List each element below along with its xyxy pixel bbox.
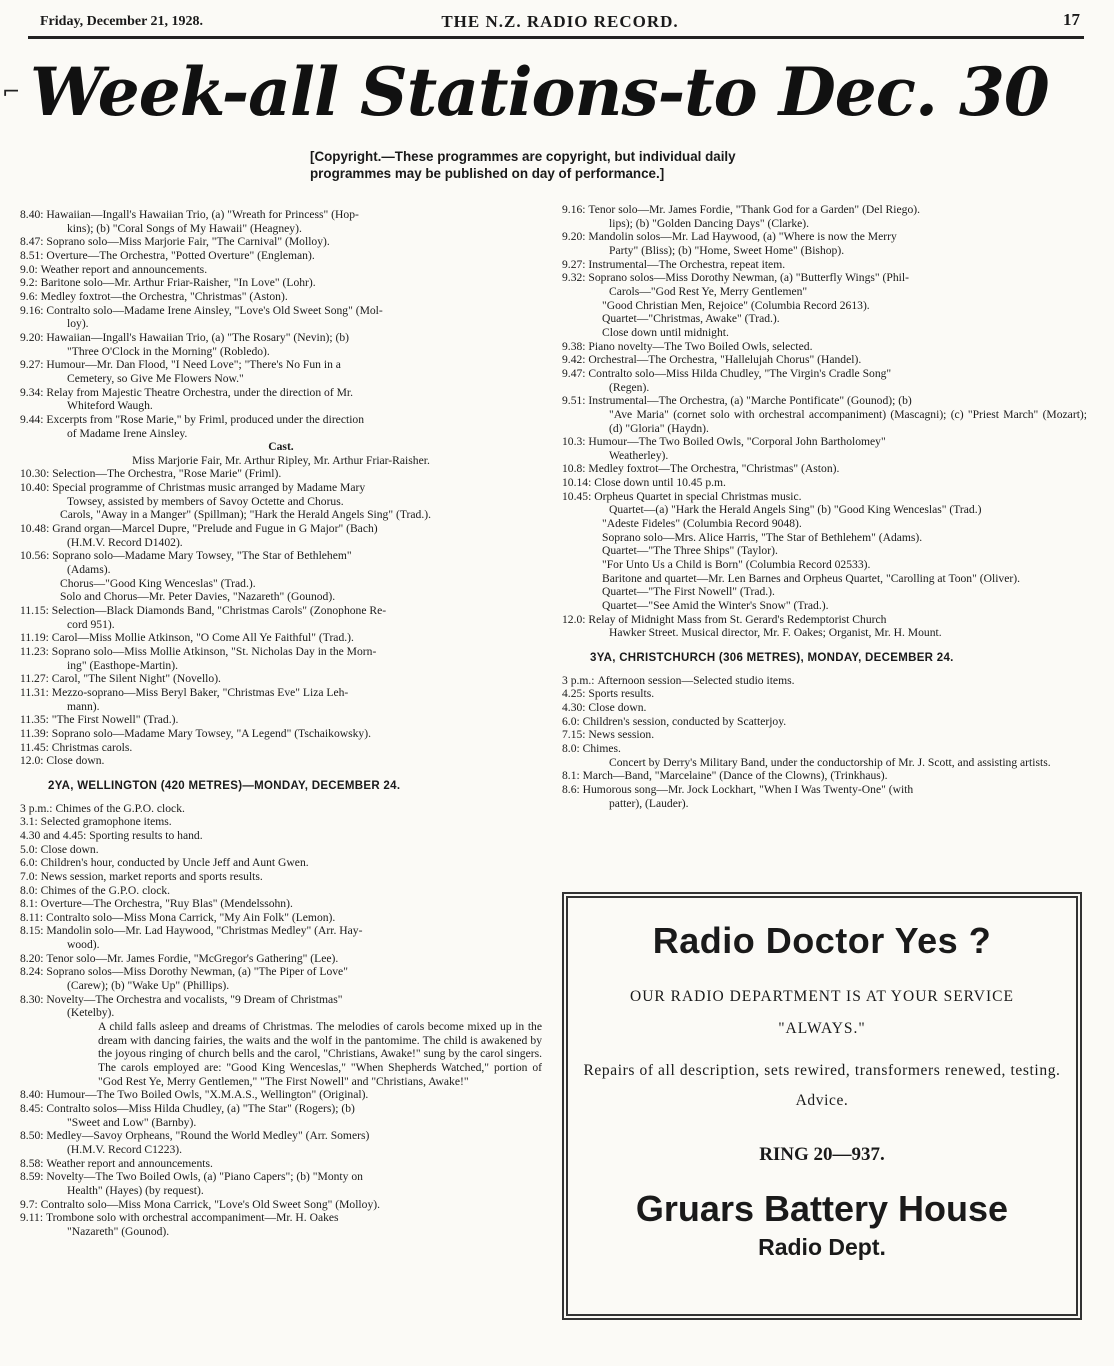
entry-text: Humour—The Two Boiled Owls, "X.M.A.S., Wellington" (Original). xyxy=(46,1088,369,1102)
entry-text: Selected gramophone items. xyxy=(40,815,172,829)
entry-time: 9.16: xyxy=(562,203,589,216)
entry-continuation: Cemetery, so Give Me Flowers Now." xyxy=(67,371,244,385)
headline: Week-all Stations-to Dec. 30 xyxy=(30,53,1049,131)
entry-time: 11.45: xyxy=(20,740,52,754)
program-entry xyxy=(20,686,542,700)
program-entry xyxy=(562,462,1087,476)
entry-continuation: mann). xyxy=(67,699,100,713)
section-heading-3ya: 3YA, CHRISTCHURCH (306 METRES), MONDAY, DECEMBER 24. xyxy=(590,652,954,664)
program-entry xyxy=(20,843,542,857)
entry-continuation: (Regen). xyxy=(609,380,650,394)
entry-time: 10.56: xyxy=(20,549,53,563)
program-entry xyxy=(562,687,1087,701)
program-entry xyxy=(20,235,542,249)
entry-continuation: Close down until midnight. xyxy=(602,325,729,339)
program-entry xyxy=(562,742,1087,756)
program-entry xyxy=(20,290,542,304)
program-list-2ya-part2 xyxy=(20,1088,542,1238)
entry-continuation: Quartet—"The First Nowell" (Trad.). xyxy=(602,585,775,599)
entry-time: 6.0: xyxy=(562,714,583,728)
entry-continuation: lips); (b) "Golden Dancing Days" (Clarke). xyxy=(609,216,810,230)
program-list-2ya-part3 xyxy=(562,203,1087,640)
entry-time: 8.51: xyxy=(20,248,47,262)
entry-text: Mezzo-soprano—Miss Beryl Baker, "Christmas Eve" Liza Leh- xyxy=(51,685,349,699)
entry-continuation: Whiteford Waugh. xyxy=(67,399,153,413)
left-column xyxy=(20,208,542,1239)
entry-time: 9.27: xyxy=(562,257,589,271)
entry-text: Contralto solos—Miss Hilda Chudley, (a) "The Star" (Rogers); (b) xyxy=(46,1102,355,1115)
entry-text: Close down. xyxy=(588,700,647,714)
entry-continuation: Chorus—"Good King Wenceslas" (Trad.). xyxy=(60,576,256,590)
entry-text: Chimes of the G.P.O. clock. xyxy=(40,883,171,897)
program-entry xyxy=(20,713,542,727)
entry-text: Novelty—The Two Boiled Owls, (a) "Piano Capers"; (b) "Monty on xyxy=(46,1170,363,1184)
entry-time: 4.30 and 4.45: xyxy=(20,828,90,842)
entry-time: 9.20: xyxy=(20,330,47,344)
entry-time: 10.8: xyxy=(562,462,589,476)
program-entry xyxy=(20,965,542,979)
program-entry xyxy=(562,258,1087,272)
entry-text: Christmas carols. xyxy=(51,740,133,754)
entry-text: Afternoon session—Selected studio items. xyxy=(597,673,795,687)
program-entry xyxy=(20,413,542,427)
program-entry xyxy=(20,1102,542,1116)
program-entry xyxy=(20,897,542,911)
entry-time: 4.30: xyxy=(562,700,589,714)
entry-text: Novelty—The Orchestra and vocalists, "9 Dream of Christmas" xyxy=(46,992,343,1006)
program-entry xyxy=(20,604,542,618)
entry-text: Humour—The Two Boiled Owls, "Corporal John Bartholomey" xyxy=(588,435,886,449)
program-entry xyxy=(20,870,542,884)
entry-time: 11.39: xyxy=(20,726,52,740)
program-entry xyxy=(20,549,542,563)
entry-text: Contralto solo—Miss Mona Carrick, "My Ain Folk" (Lemon). xyxy=(45,910,336,924)
program-entry xyxy=(562,674,1087,688)
entry-continuation: patter), (Lauder). xyxy=(609,796,689,810)
program-entry xyxy=(562,203,1087,217)
entry-text: Carol—Miss Mollie Atkinson, "O Come All Ye Faithful" (Trad.). xyxy=(51,631,354,645)
program-entry xyxy=(20,304,542,318)
entry-time: 7.0: xyxy=(20,869,41,883)
entry-time: 8.15: xyxy=(20,924,47,938)
entry-time: 10.3: xyxy=(562,435,589,449)
program-entry xyxy=(20,993,542,1007)
entry-time: 9.51: xyxy=(562,394,589,408)
entry-time: 9.32: xyxy=(562,271,589,285)
entry-text: Close down until 10.45 p.m. xyxy=(594,476,726,490)
entry-time: 9.16: xyxy=(20,303,47,317)
entry-time: 11.19: xyxy=(20,631,52,645)
ad-department: Radio Dept. xyxy=(758,1234,886,1260)
entry-text: March—Band, "Marcelaine" (Dance of the Clowns), (Trinkhaus). xyxy=(582,769,888,783)
program-entry xyxy=(20,1088,542,1102)
entry-continuation: Solo and Chorus—Mr. Peter Davies, "Nazareth" (Gounod). xyxy=(60,590,336,604)
entry-time: 8.11: xyxy=(20,910,46,924)
entry-text: Orchestral—The Orchestra, "Hallelujah Chorus" (Handel). xyxy=(588,353,862,367)
entry-time: 10.14: xyxy=(562,476,595,490)
entry-time: 8.45: xyxy=(20,1102,47,1115)
program-list-2ya-part1 xyxy=(20,802,542,1021)
entry-continuation: Quartet—"Christmas, Awake" (Trad.). xyxy=(602,312,780,326)
entry-time: 8.30: xyxy=(20,992,47,1006)
program-entry xyxy=(20,386,542,400)
program-entry xyxy=(562,367,1087,381)
program-entry xyxy=(20,263,542,277)
entry-text: Soprano solos—Miss Dorothy Newman, (a) "Butterfly Wings" (Phil- xyxy=(588,271,909,285)
program-entry xyxy=(20,884,542,898)
entry-time: 11.23: xyxy=(20,645,52,658)
program-entry xyxy=(20,1170,542,1184)
entry-time: 8.40: xyxy=(20,1088,47,1102)
entry-time: 8.1: xyxy=(562,769,583,783)
cast-heading: Cast. xyxy=(268,440,294,454)
entry-continuation: Party" (Bliss); (b) "Home, Sweet Home" (Bishop). xyxy=(609,243,845,257)
program-entry xyxy=(20,741,542,755)
program-entry xyxy=(562,613,1087,627)
entry-time: 3 p.m.: xyxy=(20,801,56,815)
entry-continuation: Quartet—"The Three Ships" (Taylor). xyxy=(602,544,778,558)
entry-time: 8.47: xyxy=(20,235,47,249)
entry-text: Tenor solo—Mr. James Fordie, "Thank God for a Garden" (Del Riego). xyxy=(588,203,921,216)
entry-time: 8.0: xyxy=(20,883,41,897)
ad-title: Radio Doctor Yes ? xyxy=(652,920,992,961)
entry-text: Special programme of Christmas music arranged by Madame Mary xyxy=(52,481,366,495)
entry-time: 9.20: xyxy=(562,230,589,244)
ad-shop-name: Gruars Battery House xyxy=(635,1188,1009,1229)
program-entry xyxy=(562,353,1087,367)
entry-continuation: "Nazareth" (Gounod). xyxy=(67,1224,170,1238)
entry-text: Contralto solo—Miss Mona Carrick, "Love's Old Sweet Song" (Molloy). xyxy=(40,1197,381,1211)
entry-continuation: Towsey, assisted by members of Savoy Octette and Chorus. xyxy=(67,494,344,508)
page-header xyxy=(40,8,1080,34)
entry-time: 3.1: xyxy=(20,815,41,829)
entry-time: 7.15: xyxy=(562,728,589,742)
entry-text: Sporting results to hand. xyxy=(89,828,203,842)
program-entry xyxy=(20,1198,542,1212)
entry-time: 9.6: xyxy=(20,289,41,303)
entry-time: 6.0: xyxy=(20,856,41,870)
program-entry xyxy=(562,715,1087,729)
entry-continuation: (Carew); (b) "Wake Up" (Phillips). xyxy=(67,979,230,993)
entry-text: News session. xyxy=(588,728,655,742)
program-entry xyxy=(20,829,542,843)
entry-continuation: Quartet—"See Amid the Winter's Snow" (Trad.). xyxy=(602,599,829,613)
issue-date: Friday, December 21, 1928. xyxy=(40,14,204,29)
entry-text: Sports results. xyxy=(588,687,655,701)
entry-text: Chimes of the G.P.O. clock. xyxy=(55,801,185,815)
entry-continuation: Baritone and quartet—Mr. Len Barnes and Orpheus Quartet, "Carolling at Toon" (Oliver). xyxy=(602,571,1020,585)
program-entry xyxy=(562,701,1087,715)
program-entry xyxy=(20,1129,542,1143)
entry-text: Hawaiian—Ingall's Hawaiian Trio, (a) "The Rosary" (Nevin); (b) xyxy=(46,330,350,344)
entry-text: Weather report and announcements. xyxy=(46,1156,213,1170)
entry-continuation: "For Unto Us a Child is Born" (Columbia Record 02533). xyxy=(602,558,871,572)
program-entry xyxy=(20,1157,542,1171)
entry-text: Excerpts from "Rose Marie," by Friml, produced under the direction xyxy=(46,412,365,426)
entry-text: Orpheus Quartet in special Christmas music. xyxy=(594,489,802,503)
entry-text: Children's session, conducted by Scatterjoy. xyxy=(582,714,787,728)
program-entry xyxy=(20,645,542,659)
entry-continuation: of Madame Irene Ainsley. xyxy=(67,426,188,440)
entry-time: 9.42: xyxy=(562,353,589,367)
program-entry xyxy=(20,754,542,768)
entry-time: 9.47: xyxy=(562,366,589,380)
header-rule xyxy=(28,36,1084,39)
ad-repairs-text: Repairs of all description, sets rewired, transformers renewed, testing. Advice. xyxy=(583,1062,1061,1109)
program-entry xyxy=(20,467,542,481)
entry-continuation: kins); (b) "Coral Songs of My Hawaii" (Heagney). xyxy=(67,221,302,235)
entry-text: Contralto solo—Miss Hilda Chudley, "The Virgin's Cradle Song" xyxy=(588,366,892,380)
entry-continuation: "Ave Maria" (cornet solo with orchestral accompaniment) (Mascagni); (c) "Priest March" (Mozart); (d) "Gloria" (Haydn). xyxy=(609,407,1087,435)
entry-text: Soprano solos—Miss Dorothy Newman, (a) "The Piper of Love" xyxy=(46,965,348,979)
entry-time: 9.11: xyxy=(20,1211,46,1225)
entry-text: Medley foxtrot—The Orchestra, "Christmas" (Aston). xyxy=(588,462,840,476)
program-entry xyxy=(20,924,542,938)
entry-continuation: loy). xyxy=(67,317,89,331)
entry-continuation: "Three O'Clock in the Morning" (Robledo). xyxy=(67,344,270,358)
entry-time: 9.27: xyxy=(20,358,47,372)
program-entry xyxy=(20,631,542,645)
right-column xyxy=(562,203,1087,810)
entry-time: 9.44: xyxy=(20,412,47,426)
program-entry xyxy=(562,394,1087,408)
entry-text: Close down. xyxy=(40,842,99,856)
cast-names: Miss Marjorie Fair, Mr. Arthur Ripley, Mr. Arthur Friar-Raisher. xyxy=(132,453,430,467)
margin-mark: ⌐ xyxy=(2,80,21,105)
entry-time: 9.0: xyxy=(20,262,41,276)
entry-time: 9.7: xyxy=(20,1197,41,1211)
entry-text: Overture—The Orchestra, "Potted Overture" (Engleman). xyxy=(46,248,315,262)
entry-time: 12.0: xyxy=(562,612,589,626)
entry-text: Mandolin solo—Mr. Lad Haywood, "Christmas Medley" (Arr. Hay- xyxy=(46,924,363,938)
entry-text: News session, market reports and sports results. xyxy=(40,869,263,883)
copyright-notice: [Copyright.—These programmes are copyright, but individual daily programmes may be published on day of performance.] xyxy=(310,149,736,181)
program-entry xyxy=(20,481,542,495)
program-entry xyxy=(20,911,542,925)
entry-continuation: (H.M.V. Record D1402). xyxy=(67,535,183,549)
entry-time: 10.48: xyxy=(20,522,53,536)
page-number: 17 xyxy=(1063,10,1080,29)
entry-time: 12.0: xyxy=(20,754,47,768)
entry-text: Trombone solo with orchestral accompaniment—Mr. H. Oakes xyxy=(45,1211,339,1225)
publication-name: THE N.Z. RADIO RECORD. xyxy=(441,12,679,31)
advertisement-box xyxy=(562,892,1082,1320)
program-entry xyxy=(562,490,1087,504)
entry-time: 11.35: xyxy=(20,713,52,727)
entry-time: 9.34: xyxy=(20,385,47,399)
entry-continuation: Hawker Street. Musical director, Mr. F. Oakes; Organist, Mr. H. Mount. xyxy=(609,626,942,640)
program-list-3ya xyxy=(562,674,1087,811)
entry-text: Soprano solo—Madame Mary Towsey, "The Star of Bethlehem" xyxy=(52,549,352,563)
program-entry xyxy=(20,358,542,372)
entry-continuation: "Adeste Fideles" (Columbia Record 9048). xyxy=(602,517,802,531)
entry-time: 9.38: xyxy=(562,339,589,353)
program-entry xyxy=(562,271,1087,285)
entry-text: Piano novelty—The Two Boiled Owls, selected. xyxy=(588,339,813,353)
program-entry xyxy=(20,1211,542,1225)
entry-continuation: Carols—"God Rest Ye, Merry Gentlemen" xyxy=(609,284,808,298)
program-entry xyxy=(20,522,542,536)
entry-time: 8.6: xyxy=(562,782,583,796)
entry-text: Instrumental—The Orchestra, (a) "Marche Pontificate" (Gounod); (b) xyxy=(588,394,912,408)
program-entry xyxy=(20,208,542,222)
entry-text: Humorous song—Mr. Jock Lockhart, "When I Was Twenty-One" (with xyxy=(582,782,914,796)
entry-time: 8.1: xyxy=(20,897,41,911)
entry-text: Medley—Savoy Orpheans, "Round the World Medley" (Arr. Somers) xyxy=(46,1129,370,1143)
entry-text: Mandolin solos—Mr. Lad Haywood, (a) "Where is now the Merry xyxy=(588,230,897,244)
entry-text: Humour—Mr. Dan Flood, "I Need Love"; "There's No Fun in a xyxy=(46,358,341,372)
entry-text: Carol, "The Silent Night" (Novello). xyxy=(51,672,221,686)
program-entry xyxy=(562,728,1087,742)
entry-continuation: Carols, "Away in a Manger" (Spillman); "Hark the Herald Angels Sing" (Trad.). xyxy=(60,508,431,522)
entry-text: Soprano solo—Miss Marjorie Fair, "The Carnival" (Molloy). xyxy=(46,235,330,249)
entry-continuation: ing" (Easthope-Martin). xyxy=(67,658,178,672)
entry-time: 10.30: xyxy=(20,467,53,481)
entry-time: 11.15: xyxy=(20,604,52,618)
entry-time: 10.40: xyxy=(20,481,53,495)
ad-always: "ALWAYS." xyxy=(778,1020,866,1037)
entry-text: Relay from Majestic Theatre Orchestra, under the direction of Mr. xyxy=(46,385,354,399)
program-entry xyxy=(20,672,542,686)
entry-time: 8.20: xyxy=(20,951,47,965)
entry-continuation: cord 951). xyxy=(67,617,115,631)
entry-text: Relay of Midnight Mass from St. Gerard's Redemptorist Church xyxy=(588,612,887,626)
entry-text: Soprano solo—Miss Mollie Atkinson, "St. Nicholas Day in the Morn- xyxy=(51,645,377,658)
entry-time: 5.0: xyxy=(20,842,41,856)
entry-continuation: Quartet—(a) "Hark the Herald Angels Sing" (b) "Good King Wenceslas" (Trad.) xyxy=(609,503,982,517)
entry-continuation: (Adams). xyxy=(67,563,111,577)
program-entry xyxy=(562,230,1087,244)
entry-continuation: Weatherley). xyxy=(609,448,669,462)
entry-text: Instrumental—The Orchestra, repeat item. xyxy=(588,257,786,271)
entry-text: Selection—The Orchestra, "Rose Marie" (Friml). xyxy=(52,467,282,481)
entry-text: "The First Nowell" (Trad.). xyxy=(51,713,179,727)
entry-continuation: Concert by Derry's Military Band, under the conductorship of Mr. J. Scott, and assisting artists. xyxy=(609,755,1051,769)
entry-continuation: wood). xyxy=(67,938,100,952)
entry-text: Grand organ—Marcel Dupre, "Prelude and Fugue in G Major" (Bach) xyxy=(52,522,378,536)
dream-description: A child falls asleep and dreams of Christmas. The melodies of carols become mixed up in the dream with dancing fairies, the waits and the wolf in the pantomime. The child is awakened by the joyous ringing of church bells and the carol, "Christians, Awake!" sung by the carol singers. The carols employed are: "Good King Wenceslas," "When Shepherds Watched," portion of "God Rest Ye, Merry Gentlemen," "The First Nowell" and "Christians, Awake!" xyxy=(98,1020,542,1088)
entry-continuation: Health" (Hayes) (by request). xyxy=(67,1183,204,1197)
program-entry xyxy=(20,856,542,870)
program-entry xyxy=(20,952,542,966)
ad-service-line: OUR RADIO DEPARTMENT IS AT YOUR SERVICE xyxy=(630,988,1014,1005)
entry-time: 10.45: xyxy=(562,489,595,503)
entry-text: Weather report and announcements. xyxy=(40,262,208,276)
entry-continuation: "Sweet and Low" (Barnby). xyxy=(67,1115,197,1129)
entry-text: Soprano solo—Madame Mary Towsey, "A Legend" (Tschaikowsky). xyxy=(51,726,371,740)
entry-text: Hawaiian—Ingall's Hawaiian Trio, (a) "Wreath for Princess" (Hop- xyxy=(46,208,359,221)
entry-time: 8.50: xyxy=(20,1129,47,1143)
entry-time: 3 p.m.: xyxy=(562,673,598,687)
entry-continuation: "Good Christian Men, Rejoice" (Columbia Record 2613). xyxy=(602,298,870,312)
entry-text: Selection—Black Diamonds Band, "Christmas Carols" (Zonophone Re- xyxy=(51,604,387,618)
entry-text: Baritone solo—Mr. Arthur Friar-Raisher, "In Love" (Lohr). xyxy=(40,276,316,290)
program-entry xyxy=(20,249,542,263)
entry-text: Medley foxtrot—the Orchestra, "Christmas" (Aston). xyxy=(40,289,288,303)
program-list-1ya-part2 xyxy=(20,467,542,767)
entry-time: 9.2: xyxy=(20,276,41,290)
program-entry xyxy=(562,769,1087,783)
program-entry xyxy=(20,727,542,741)
entry-text: Chimes. xyxy=(582,741,621,755)
entry-time: 4.25: xyxy=(562,687,589,701)
program-entry xyxy=(20,331,542,345)
program-entry xyxy=(20,802,542,816)
entry-continuation: Soprano solo—Mrs. Alice Harris, "The Star of Bethlehem" (Adams). xyxy=(602,530,923,544)
entry-text: Children's hour, conducted by Uncle Jeff and Aunt Gwen. xyxy=(40,856,309,870)
entry-time: 8.24: xyxy=(20,965,47,979)
section-heading-2ya: 2YA, WELLINGTON (420 METRES)—MONDAY, DECEMBER 24. xyxy=(48,779,401,792)
entry-text: Overture—The Orchestra, "Ruy Blas" (Mendelssohn). xyxy=(40,897,293,911)
entry-text: Tenor solo—Mr. James Fordie, "McGregor's Gathering" (Lee). xyxy=(46,951,339,965)
program-list-1ya-part1 xyxy=(20,208,542,440)
entry-time: 11.27: xyxy=(20,672,52,686)
entry-text: Contralto solo—Madame Irene Ainsley, "Love's Old Sweet Song" (Mol- xyxy=(46,303,383,317)
entry-time: 8.0: xyxy=(562,741,583,755)
ad-phone: RING 20—937. xyxy=(759,1144,885,1165)
entry-text: Close down. xyxy=(46,754,105,768)
entry-time: 11.31: xyxy=(20,685,52,699)
program-entry xyxy=(562,476,1087,490)
program-entry xyxy=(562,783,1087,797)
entry-continuation: (H.M.V. Record C1223). xyxy=(67,1142,183,1156)
entry-time: 8.59: xyxy=(20,1170,47,1184)
program-entry xyxy=(20,276,542,290)
program-entry xyxy=(20,815,542,829)
entry-time: 8.58: xyxy=(20,1156,47,1170)
program-entry xyxy=(562,340,1087,354)
entry-time: 8.40: xyxy=(20,208,47,221)
program-entry xyxy=(562,435,1087,449)
entry-continuation: (Ketelby). xyxy=(67,1006,115,1020)
